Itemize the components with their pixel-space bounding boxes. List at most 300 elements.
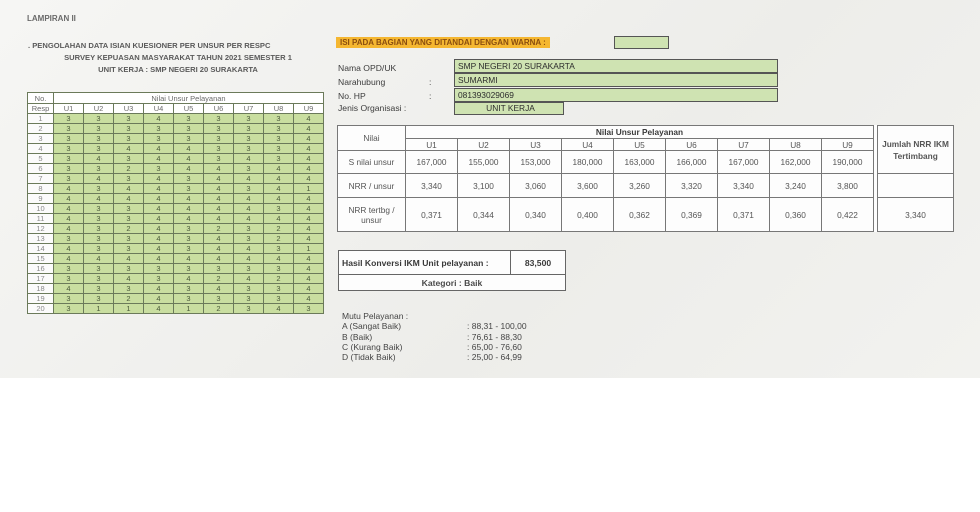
resp-number: 2 bbox=[28, 124, 54, 134]
score-cell[interactable]: 4 bbox=[204, 174, 234, 184]
score-cell[interactable]: 2 bbox=[204, 304, 234, 314]
cell: 3,340 bbox=[718, 174, 770, 198]
score-cell[interactable]: 3 bbox=[84, 294, 114, 304]
score-cell[interactable]: 4 bbox=[234, 194, 264, 204]
score-cell[interactable]: 3 bbox=[294, 304, 324, 314]
cell: 3,060 bbox=[510, 174, 562, 198]
score-cell[interactable]: 4 bbox=[174, 154, 204, 164]
score-cell[interactable]: 4 bbox=[234, 214, 264, 224]
score-cell[interactable]: 3 bbox=[234, 294, 264, 304]
grade: A (Sangat Baik) bbox=[342, 321, 402, 332]
nama-opd-field[interactable]: SMP NEGERI 20 SURAKARTA bbox=[454, 59, 778, 73]
mutu-item bbox=[342, 331, 522, 342]
score-cell[interactable]: 3 bbox=[54, 274, 84, 284]
no-hp-field[interactable]: 081393029069 bbox=[454, 88, 778, 102]
cell: 162,000 bbox=[770, 151, 822, 174]
score-cell[interactable]: 4 bbox=[264, 174, 294, 184]
summary-table bbox=[337, 125, 954, 232]
instruction-banner: ISI PADA BAGIAN YANG DITANDAI DENGAN WARNA : bbox=[336, 37, 550, 48]
cell: 3,340 bbox=[406, 174, 458, 198]
score-cell[interactable]: 3 bbox=[84, 164, 114, 174]
score-cell[interactable]: 4 bbox=[144, 294, 174, 304]
row-label: S nilai unsur bbox=[338, 151, 406, 174]
score-cell[interactable]: 3 bbox=[84, 224, 114, 234]
score-cell[interactable]: 4 bbox=[204, 214, 234, 224]
range: : 25,00 - 64,99 bbox=[467, 352, 522, 363]
score-cell[interactable]: 4 bbox=[54, 284, 84, 294]
score-cell[interactable]: 3 bbox=[114, 234, 144, 244]
jenis-label: Jenis Organisasi : bbox=[338, 103, 407, 113]
table-row bbox=[28, 284, 324, 294]
score-cell[interactable]: 4 bbox=[264, 184, 294, 194]
score-cell[interactable]: 4 bbox=[114, 194, 144, 204]
score-cell[interactable]: 3 bbox=[234, 114, 264, 124]
score-cell[interactable]: 3 bbox=[84, 244, 114, 254]
score-cell[interactable]: 4 bbox=[264, 164, 294, 174]
score-cell[interactable]: 4 bbox=[144, 224, 174, 234]
response-table bbox=[27, 92, 324, 314]
resp-number: 14 bbox=[28, 244, 54, 254]
score-cell[interactable]: 4 bbox=[174, 214, 204, 224]
cell: 0,371 bbox=[406, 198, 458, 232]
score-cell[interactable]: 2 bbox=[114, 224, 144, 234]
score-cell[interactable]: 4 bbox=[294, 224, 324, 234]
score-cell[interactable]: 3 bbox=[114, 204, 144, 214]
score-cell[interactable]: 1 bbox=[114, 304, 144, 314]
table-row bbox=[28, 134, 324, 144]
jumlah-nrr-spacer bbox=[878, 174, 954, 198]
score-cell[interactable]: 3 bbox=[234, 184, 264, 194]
mutu-item bbox=[342, 352, 522, 363]
score-cell[interactable]: 4 bbox=[204, 284, 234, 294]
score-cell[interactable]: 4 bbox=[174, 204, 204, 214]
lampiran-label: LAMPIRAN II bbox=[27, 14, 76, 23]
score-cell[interactable]: 4 bbox=[294, 284, 324, 294]
cell: 153,000 bbox=[510, 151, 562, 174]
score-cell[interactable]: 4 bbox=[234, 254, 264, 264]
score-cell[interactable]: 4 bbox=[294, 164, 324, 174]
narahubung-field[interactable]: SUMARMI bbox=[454, 73, 778, 87]
score-cell[interactable]: 3 bbox=[114, 134, 144, 144]
score-cell[interactable]: 3 bbox=[84, 114, 114, 124]
resp-number: 18 bbox=[28, 284, 54, 294]
grade: B (Baik) bbox=[342, 331, 373, 342]
score-cell[interactable]: 3 bbox=[174, 264, 204, 274]
heading-line-1: . PENGOLAHAN DATA ISIAN KUESIONER PER UNSUR PER RESPC bbox=[28, 41, 271, 50]
resp-number: 19 bbox=[28, 294, 54, 304]
score-cell[interactable]: 4 bbox=[204, 164, 234, 174]
score-cell[interactable]: 4 bbox=[264, 304, 294, 314]
cell: 0,360 bbox=[770, 198, 822, 232]
score-cell[interactable]: 4 bbox=[144, 174, 174, 184]
table-row bbox=[28, 164, 324, 174]
score-cell[interactable]: 4 bbox=[174, 274, 204, 284]
score-cell[interactable]: 3 bbox=[264, 134, 294, 144]
resp-number: 9 bbox=[28, 194, 54, 204]
col-u2: U2 bbox=[84, 104, 114, 114]
nilai-header: Nilai bbox=[338, 126, 406, 151]
cell: 0,422 bbox=[822, 198, 874, 232]
score-cell[interactable]: 4 bbox=[204, 194, 234, 204]
jenis-organisasi-field[interactable]: UNIT KERJA bbox=[454, 102, 564, 115]
score-cell[interactable]: 3 bbox=[54, 304, 84, 314]
header-nilai-unsur: Nilai Unsur Pelayanan bbox=[54, 93, 324, 104]
score-cell[interactable]: 4 bbox=[84, 154, 114, 164]
score-cell[interactable]: 3 bbox=[264, 154, 294, 164]
cell: 0,362 bbox=[614, 198, 666, 232]
score-cell[interactable]: 3 bbox=[84, 264, 114, 274]
score-cell[interactable]: 4 bbox=[144, 254, 174, 264]
score-cell[interactable]: 3 bbox=[174, 114, 204, 124]
score-cell[interactable]: 3 bbox=[174, 174, 204, 184]
score-cell[interactable]: 4 bbox=[144, 304, 174, 314]
score-cell[interactable]: 2 bbox=[114, 164, 144, 174]
resp-number: 17 bbox=[28, 274, 54, 284]
score-cell[interactable]: 4 bbox=[144, 154, 174, 164]
score-cell[interactable]: 4 bbox=[144, 194, 174, 204]
score-cell[interactable]: 3 bbox=[54, 294, 84, 304]
score-cell[interactable]: 1 bbox=[84, 304, 114, 314]
score-cell[interactable]: 3 bbox=[174, 284, 204, 294]
table-row bbox=[28, 144, 324, 154]
score-cell[interactable]: 3 bbox=[234, 284, 264, 294]
score-cell[interactable]: 4 bbox=[54, 244, 84, 254]
summary-row-s-nilai bbox=[338, 151, 954, 174]
range: : 88,31 - 100,00 bbox=[467, 321, 527, 332]
score-cell[interactable]: 3 bbox=[84, 214, 114, 224]
header-resp: Resp bbox=[28, 104, 54, 114]
score-cell[interactable]: 3 bbox=[114, 154, 144, 164]
table-row bbox=[28, 214, 324, 224]
score-cell[interactable]: 1 bbox=[294, 244, 324, 254]
score-cell[interactable]: 3 bbox=[114, 124, 144, 134]
score-cell[interactable]: 3 bbox=[234, 264, 264, 274]
score-cell[interactable]: 3 bbox=[174, 184, 204, 194]
mutu-item bbox=[342, 341, 522, 352]
table-row bbox=[28, 154, 324, 164]
cell: 3,600 bbox=[562, 174, 614, 198]
cell: 180,000 bbox=[562, 151, 614, 174]
score-cell[interactable]: 4 bbox=[234, 274, 264, 284]
grade: D (Tidak Baik) bbox=[342, 352, 396, 363]
col-u3: U3 bbox=[114, 104, 144, 114]
heading-line-2: SURVEY KEPUASAN MASYARAKAT TAHUN 2021 SEMESTER 1 bbox=[64, 53, 292, 62]
table-row bbox=[28, 194, 324, 204]
score-cell[interactable]: 4 bbox=[234, 174, 264, 184]
score-cell[interactable]: 4 bbox=[294, 204, 324, 214]
table-row bbox=[28, 124, 324, 134]
score-cell[interactable]: 4 bbox=[144, 234, 174, 244]
col-u9: U9 bbox=[294, 104, 324, 114]
score-cell[interactable]: 4 bbox=[144, 284, 174, 294]
score-cell[interactable]: 1 bbox=[174, 304, 204, 314]
score-cell[interactable]: 4 bbox=[114, 274, 144, 284]
score-cell[interactable]: 3 bbox=[54, 164, 84, 174]
score-cell[interactable]: 3 bbox=[234, 124, 264, 134]
sum-col-u3: U3 bbox=[510, 139, 562, 151]
score-cell[interactable]: 3 bbox=[114, 114, 144, 124]
col-u8: U8 bbox=[264, 104, 294, 114]
score-cell[interactable]: 4 bbox=[54, 214, 84, 224]
table-row bbox=[28, 174, 324, 184]
cell: 155,000 bbox=[458, 151, 510, 174]
narahubung-label: Narahubung bbox=[338, 77, 386, 87]
sum-col-u2: U2 bbox=[458, 139, 510, 151]
score-cell[interactable]: 3 bbox=[204, 134, 234, 144]
score-cell[interactable]: 3 bbox=[264, 294, 294, 304]
table-row bbox=[28, 264, 324, 274]
score-cell[interactable]: 3 bbox=[204, 114, 234, 124]
score-cell[interactable]: 2 bbox=[114, 294, 144, 304]
score-cell[interactable]: 3 bbox=[264, 114, 294, 124]
score-cell[interactable]: 3 bbox=[84, 204, 114, 214]
score-cell[interactable]: 4 bbox=[174, 144, 204, 154]
score-cell[interactable]: 4 bbox=[144, 204, 174, 214]
cell: 3,320 bbox=[666, 174, 718, 198]
score-cell[interactable]: 3 bbox=[54, 264, 84, 274]
score-cell[interactable]: 2 bbox=[264, 274, 294, 284]
instruction-color-sample bbox=[614, 36, 669, 49]
cell: 0,400 bbox=[562, 198, 614, 232]
cell: 163,000 bbox=[614, 151, 666, 174]
score-cell[interactable]: 4 bbox=[84, 254, 114, 264]
score-cell[interactable]: 4 bbox=[204, 254, 234, 264]
range: : 76,61 - 88,30 bbox=[467, 331, 522, 342]
score-cell[interactable]: 3 bbox=[114, 214, 144, 224]
col-u5: U5 bbox=[174, 104, 204, 114]
score-cell[interactable]: 4 bbox=[234, 154, 264, 164]
score-cell[interactable]: 3 bbox=[174, 234, 204, 244]
score-cell[interactable]: 3 bbox=[114, 244, 144, 254]
mutu-title: Mutu Pelayanan : bbox=[342, 311, 409, 321]
score-cell[interactable]: 4 bbox=[54, 194, 84, 204]
score-cell[interactable]: 4 bbox=[294, 144, 324, 154]
score-cell[interactable]: 3 bbox=[114, 174, 144, 184]
score-cell[interactable]: 3 bbox=[174, 124, 204, 134]
sum-col-u1: U1 bbox=[406, 139, 458, 151]
mutu-pelayanan bbox=[342, 311, 527, 363]
cell: 0,344 bbox=[458, 198, 510, 232]
score-cell[interactable]: 4 bbox=[294, 274, 324, 284]
score-cell[interactable]: 3 bbox=[234, 164, 264, 174]
score-cell[interactable]: 3 bbox=[234, 144, 264, 154]
resp-number: 5 bbox=[28, 154, 54, 164]
score-cell[interactable]: 4 bbox=[114, 184, 144, 194]
score-cell[interactable]: 3 bbox=[174, 134, 204, 144]
score-cell[interactable]: 3 bbox=[54, 134, 84, 144]
score-cell[interactable]: 3 bbox=[264, 204, 294, 214]
score-cell[interactable]: 4 bbox=[294, 214, 324, 224]
score-cell[interactable]: 4 bbox=[144, 114, 174, 124]
score-cell[interactable]: 3 bbox=[84, 124, 114, 134]
colon: : bbox=[429, 77, 432, 87]
score-cell[interactable]: 4 bbox=[294, 294, 324, 304]
score-cell[interactable]: 4 bbox=[294, 124, 324, 134]
sum-col-u7: U7 bbox=[718, 139, 770, 151]
score-cell[interactable]: 4 bbox=[294, 134, 324, 144]
score-cell[interactable]: 3 bbox=[234, 134, 264, 144]
score-cell[interactable]: 3 bbox=[264, 124, 294, 134]
score-cell[interactable]: 2 bbox=[204, 274, 234, 284]
score-cell[interactable]: 4 bbox=[264, 194, 294, 204]
cell: 0,371 bbox=[718, 198, 770, 232]
score-cell[interactable]: 4 bbox=[114, 254, 144, 264]
jumlah-nrr-value: 3,340 bbox=[878, 198, 954, 232]
score-cell[interactable]: 3 bbox=[144, 164, 174, 174]
score-cell[interactable]: 3 bbox=[54, 114, 84, 124]
score-cell[interactable]: 4 bbox=[204, 204, 234, 214]
resp-number: 1 bbox=[28, 114, 54, 124]
score-cell[interactable]: 3 bbox=[84, 284, 114, 294]
score-cell[interactable]: 4 bbox=[54, 224, 84, 234]
score-cell[interactable]: 3 bbox=[204, 144, 234, 154]
mutu-item bbox=[342, 321, 527, 332]
score-cell[interactable]: 3 bbox=[54, 234, 84, 244]
resp-number: 20 bbox=[28, 304, 54, 314]
score-cell[interactable]: 3 bbox=[84, 184, 114, 194]
score-cell[interactable]: 3 bbox=[204, 264, 234, 274]
score-cell[interactable]: 4 bbox=[54, 204, 84, 214]
score-cell[interactable]: 3 bbox=[234, 234, 264, 244]
resp-number: 6 bbox=[28, 164, 54, 174]
colon: : bbox=[429, 91, 432, 101]
score-cell[interactable]: 4 bbox=[294, 254, 324, 264]
sum-col-u5: U5 bbox=[614, 139, 666, 151]
score-cell[interactable]: 3 bbox=[174, 224, 204, 234]
summary-row-nrr bbox=[338, 174, 954, 198]
resp-number: 3 bbox=[28, 134, 54, 144]
score-cell[interactable]: 3 bbox=[144, 134, 174, 144]
score-cell[interactable]: 4 bbox=[84, 194, 114, 204]
cell: 0,340 bbox=[510, 198, 562, 232]
document-heading bbox=[28, 40, 328, 76]
col-u1: U1 bbox=[54, 104, 84, 114]
score-cell[interactable]: 4 bbox=[294, 234, 324, 244]
score-cell[interactable]: 4 bbox=[294, 264, 324, 274]
table-row bbox=[28, 304, 324, 314]
score-cell[interactable]: 4 bbox=[174, 164, 204, 174]
score-cell[interactable]: 3 bbox=[174, 244, 204, 254]
cell: 3,100 bbox=[458, 174, 510, 198]
score-cell[interactable]: 4 bbox=[144, 244, 174, 254]
score-cell[interactable]: 4 bbox=[264, 214, 294, 224]
score-cell[interactable]: 4 bbox=[114, 144, 144, 154]
score-cell[interactable]: 2 bbox=[264, 224, 294, 234]
resp-number: 8 bbox=[28, 184, 54, 194]
score-cell[interactable]: 3 bbox=[204, 154, 234, 164]
score-cell[interactable]: 4 bbox=[174, 254, 204, 264]
score-cell[interactable]: 4 bbox=[144, 214, 174, 224]
cell: 0,369 bbox=[666, 198, 718, 232]
score-cell[interactable]: 4 bbox=[204, 184, 234, 194]
score-cell[interactable]: 3 bbox=[264, 144, 294, 154]
score-cell[interactable]: 3 bbox=[234, 304, 264, 314]
table-row bbox=[28, 234, 324, 244]
cell: 190,000 bbox=[822, 151, 874, 174]
score-cell[interactable]: 4 bbox=[294, 174, 324, 184]
score-cell[interactable]: 3 bbox=[264, 244, 294, 254]
score-cell[interactable]: 4 bbox=[84, 174, 114, 184]
score-cell[interactable]: 3 bbox=[144, 264, 174, 274]
header-no: No. bbox=[28, 93, 54, 104]
score-cell[interactable]: 3 bbox=[204, 294, 234, 304]
nilai-unsur-header: Nilai Unsur Pelayanan bbox=[406, 126, 874, 139]
cell: 3,240 bbox=[770, 174, 822, 198]
row-label: NRR tertbg / unsur bbox=[338, 198, 406, 232]
score-cell[interactable]: 4 bbox=[204, 244, 234, 254]
score-cell[interactable]: 2 bbox=[264, 234, 294, 244]
table-row bbox=[28, 274, 324, 284]
col-u7: U7 bbox=[234, 104, 264, 114]
score-cell[interactable]: 4 bbox=[294, 194, 324, 204]
hp-label: No. HP bbox=[338, 91, 366, 101]
score-cell[interactable]: 3 bbox=[234, 224, 264, 234]
score-cell[interactable]: 3 bbox=[204, 124, 234, 134]
resp-number: 10 bbox=[28, 204, 54, 214]
score-cell[interactable]: 4 bbox=[264, 254, 294, 264]
resp-number: 7 bbox=[28, 174, 54, 184]
score-cell[interactable]: 3 bbox=[54, 174, 84, 184]
score-cell[interactable]: 4 bbox=[174, 194, 204, 204]
score-cell[interactable]: 3 bbox=[84, 144, 114, 154]
table-row bbox=[28, 204, 324, 214]
score-cell[interactable]: 3 bbox=[54, 144, 84, 154]
score-cell[interactable]: 3 bbox=[174, 294, 204, 304]
table-row bbox=[28, 244, 324, 254]
score-cell[interactable]: 4 bbox=[234, 204, 264, 214]
table-row bbox=[28, 254, 324, 264]
score-cell[interactable]: 4 bbox=[234, 244, 264, 254]
table-row bbox=[28, 294, 324, 304]
score-cell[interactable]: 3 bbox=[54, 154, 84, 164]
score-cell[interactable]: 3 bbox=[84, 274, 114, 284]
cell: 167,000 bbox=[406, 151, 458, 174]
table-row bbox=[28, 184, 324, 194]
score-cell[interactable]: 4 bbox=[144, 144, 174, 154]
score-cell[interactable]: 4 bbox=[204, 234, 234, 244]
score-cell[interactable]: 3 bbox=[84, 234, 114, 244]
sum-col-u6: U6 bbox=[666, 139, 718, 151]
score-cell[interactable]: 3 bbox=[54, 124, 84, 134]
score-cell[interactable]: 1 bbox=[294, 184, 324, 194]
score-cell[interactable]: 4 bbox=[294, 154, 324, 164]
score-cell[interactable]: 4 bbox=[54, 184, 84, 194]
resp-number: 15 bbox=[28, 254, 54, 264]
row-label: NRR / unsur bbox=[338, 174, 406, 198]
cell: 166,000 bbox=[666, 151, 718, 174]
resp-number: 13 bbox=[28, 234, 54, 244]
score-cell[interactable]: 4 bbox=[144, 184, 174, 194]
col-u4: U4 bbox=[144, 104, 174, 114]
score-cell[interactable]: 4 bbox=[294, 114, 324, 124]
score-cell[interactable]: 3 bbox=[114, 264, 144, 274]
score-cell[interactable]: 3 bbox=[84, 134, 114, 144]
score-cell[interactable]: 2 bbox=[204, 224, 234, 234]
score-cell[interactable]: 3 bbox=[144, 124, 174, 134]
cell: 3,800 bbox=[822, 174, 874, 198]
score-cell[interactable]: 3 bbox=[144, 274, 174, 284]
resp-number: 11 bbox=[28, 214, 54, 224]
cell: 3,260 bbox=[614, 174, 666, 198]
resp-number: 12 bbox=[28, 224, 54, 234]
heading-line-3: UNIT KERJA : SMP NEGERI 20 SURAKARTA bbox=[98, 65, 258, 74]
resp-number: 4 bbox=[28, 144, 54, 154]
score-cell[interactable]: 3 bbox=[264, 264, 294, 274]
score-cell[interactable]: 3 bbox=[264, 284, 294, 294]
score-cell[interactable]: 4 bbox=[54, 254, 84, 264]
score-cell[interactable]: 3 bbox=[114, 284, 144, 294]
col-u6: U6 bbox=[204, 104, 234, 114]
